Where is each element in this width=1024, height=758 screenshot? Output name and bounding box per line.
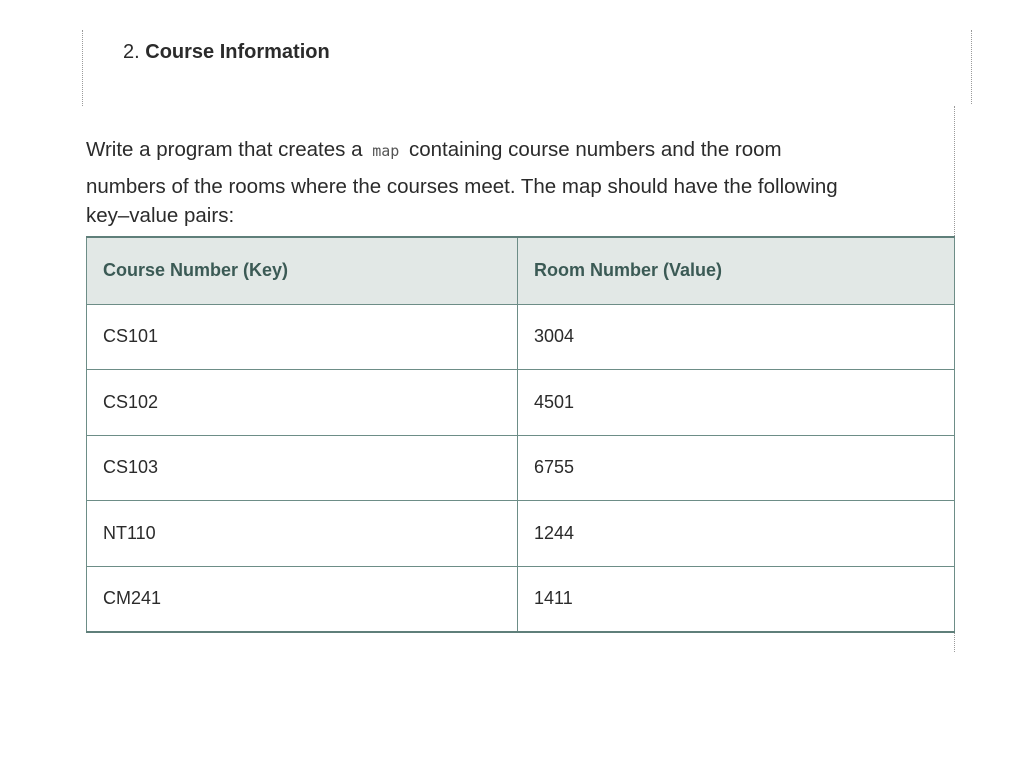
table-row	[87, 435, 955, 501]
course-number-cell: CS102	[87, 370, 518, 436]
course-number-cell: CS103	[87, 435, 518, 501]
course-number-cell: NT110	[87, 501, 518, 567]
room-number-cell: 1411	[518, 566, 955, 632]
description-text-4: key–value pairs:	[86, 204, 235, 227]
frame-right-divider-top	[971, 30, 972, 104]
frame-left-divider	[82, 30, 83, 106]
problem-description	[86, 132, 952, 227]
header-room-number: Room Number (Value)	[518, 237, 955, 304]
course-number-cell: CM241	[87, 566, 518, 632]
table-row	[87, 304, 955, 370]
room-number-cell: 3004	[518, 304, 955, 370]
section-heading	[123, 40, 330, 64]
description-text-2: containing course numbers and the room	[409, 138, 782, 161]
section-title: Course Information	[145, 41, 330, 63]
room-number-cell: 6755	[518, 435, 955, 501]
table-row	[87, 370, 955, 436]
room-number-cell: 1244	[518, 501, 955, 567]
course-number-cell: CS101	[87, 304, 518, 370]
description-text-1: Write a program that creates a	[86, 138, 363, 161]
course-room-table	[86, 236, 955, 633]
header-course-number: Course Number (Key)	[87, 237, 518, 304]
table-row	[87, 566, 955, 632]
inline-code-map: map	[372, 142, 400, 160]
room-number-cell: 4501	[518, 370, 955, 436]
table-header-row	[87, 237, 955, 304]
description-text-3: numbers of the rooms where the courses meet. The map should have the following	[86, 175, 838, 198]
section-number: 2.	[123, 41, 140, 63]
table-row	[87, 501, 955, 567]
